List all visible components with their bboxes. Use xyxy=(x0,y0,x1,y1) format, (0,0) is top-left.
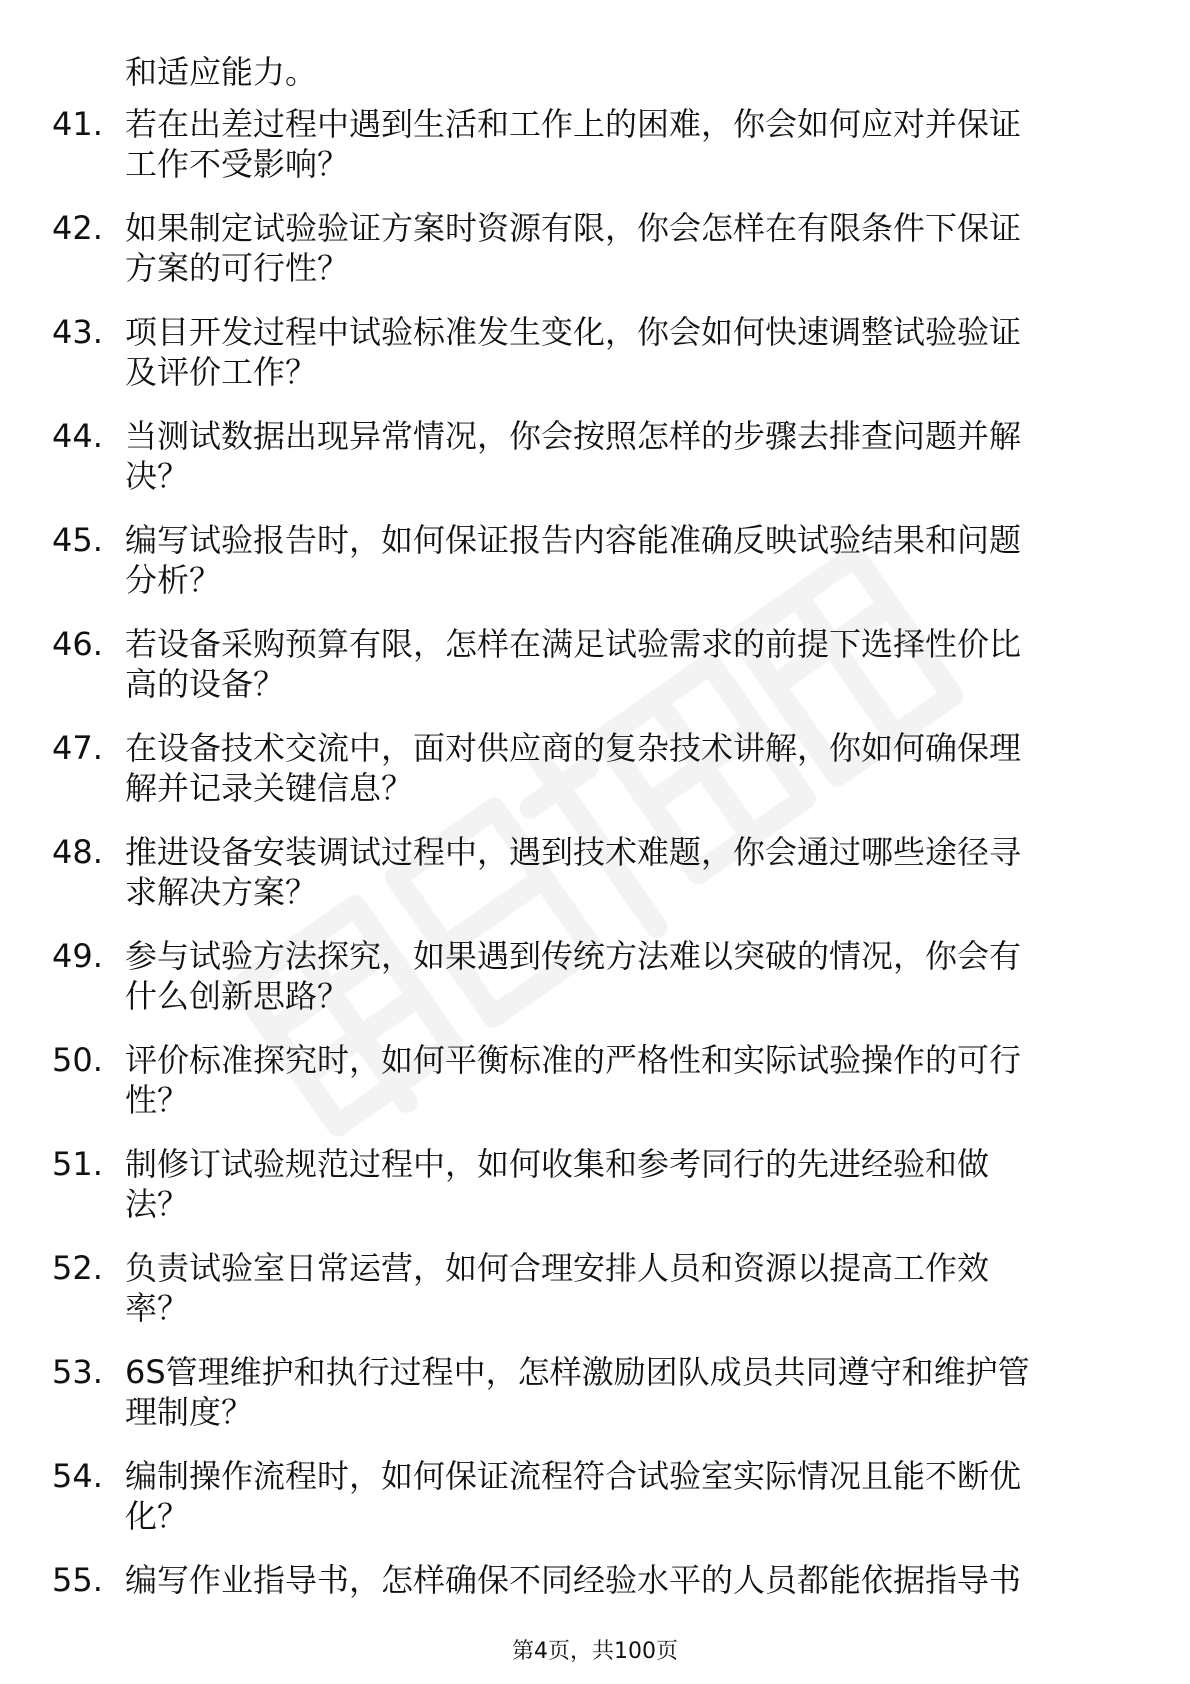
item-text-line: 高的设备？ xyxy=(125,665,286,703)
item-text-line: 评价标准探究时，如何平衡标准的严格性和实际试验操作的可行 xyxy=(125,1041,1022,1079)
list-item xyxy=(0,624,1190,728)
item-text xyxy=(125,416,1125,496)
item-text-line: 若在出差过程中遇到生活和工作上的困难，你会如何应对并保证 xyxy=(125,105,1022,143)
item-number: 42. xyxy=(52,209,103,247)
item-text-line: 如果制定试验验证方案时资源有限，你会怎样在有限条件下保证 xyxy=(125,209,1022,247)
item-number: 55. xyxy=(52,1561,103,1599)
page-footer: 第4页，共100页 xyxy=(512,1639,678,1664)
item-number: 52. xyxy=(52,1249,103,1287)
item-number: 51. xyxy=(52,1145,103,1183)
item-text xyxy=(125,1040,1125,1120)
item-text-line: 项目开发过程中试验标准发生变化，你会如何快速调整试验验证 xyxy=(125,313,1022,351)
list-item xyxy=(0,728,1190,832)
item-text-line: 分析？ xyxy=(125,561,222,599)
item-text-line: 当测试数据出现异常情况，你会按照怎样的步骤去排查问题并解 xyxy=(125,417,1022,455)
item-text-line: 什么创新思路？ xyxy=(125,977,350,1015)
list-item xyxy=(0,520,1190,624)
item-text-line: 率？ xyxy=(125,1289,190,1327)
list-item xyxy=(0,1144,1190,1248)
item-text-line: 及评价工作？ xyxy=(125,353,318,391)
item-text-line: 负责试验室日常运营，如何合理安排人员和资源以提高工作效 xyxy=(125,1249,990,1287)
list-item xyxy=(0,936,1190,1040)
list-item xyxy=(0,1040,1190,1144)
item-text-line: 制修订试验规范过程中，如何收集和参考同行的先进经验和做 xyxy=(125,1145,990,1183)
item-text-line: 理制度？ xyxy=(125,1393,254,1431)
item-text-line: 求解决方案？ xyxy=(125,873,318,911)
item-text-line: 化？ xyxy=(125,1497,190,1535)
item-text xyxy=(125,936,1125,1016)
item-text-line: 推进设备安装调试过程中，遇到技术难题，你会通过哪些途径寻 xyxy=(125,833,1022,871)
item-text xyxy=(125,208,1125,288)
item-text-line: 决？ xyxy=(125,457,190,495)
item-text xyxy=(125,520,1125,600)
list-item xyxy=(0,1456,1190,1560)
list-item xyxy=(0,312,1190,416)
question-list xyxy=(0,104,1190,1664)
item-number: 46. xyxy=(52,625,103,663)
item-text xyxy=(125,312,1125,392)
item-number: 45. xyxy=(52,521,103,559)
item-text xyxy=(125,624,1125,704)
item-number: 50. xyxy=(52,1041,103,1079)
item-number: 48. xyxy=(52,833,103,871)
item-text xyxy=(125,1352,1125,1432)
item-text xyxy=(125,728,1125,808)
item-text-line: 法？ xyxy=(125,1185,190,1223)
list-item xyxy=(0,416,1190,520)
item-text-line: 编写试验报告时，如何保证报告内容能准确反映试验结果和问题 xyxy=(125,521,1022,559)
item-text xyxy=(125,1560,1125,1600)
item-number: 44. xyxy=(52,417,103,455)
list-item xyxy=(0,104,1190,208)
list-item xyxy=(0,1352,1190,1456)
item-text-line: 在设备技术交流中，面对供应商的复杂技术讲解，你如何确保理 xyxy=(125,729,1022,767)
item-text-line: 工作不受影响？ xyxy=(125,145,350,183)
item-number: 41. xyxy=(52,105,103,143)
item-text-line: 解并记录关键信息？ xyxy=(125,769,414,807)
item-text-line: 6S管理维护和执行过程中，怎样激励团队成员共同遵守和维护管 xyxy=(125,1353,1030,1391)
item-text-line: 参与试验方法探究，如果遇到传统方法难以突破的情况，你会有 xyxy=(125,937,1022,975)
item-text-line: 编写作业指导书，怎样确保不同经验水平的人员都能依据指导书 xyxy=(125,1561,1022,1599)
item-text-line: 方案的可行性？ xyxy=(125,249,350,287)
item-text xyxy=(125,1248,1125,1328)
item-text-line: 性？ xyxy=(125,1081,190,1119)
item-text-line: 若设备采购预算有限，怎样在满足试验需求的前提下选择性价比 xyxy=(125,625,1022,663)
list-item xyxy=(0,1248,1190,1352)
item-text xyxy=(125,1456,1125,1536)
item-text-line: 编制操作流程时，如何保证流程符合试验室实际情况且能不断优 xyxy=(125,1457,1022,1495)
item-number: 49. xyxy=(52,937,103,975)
list-item xyxy=(0,832,1190,936)
item-number: 53. xyxy=(52,1353,103,1391)
item-text xyxy=(125,104,1125,184)
item-text xyxy=(125,832,1125,912)
continuation-line: 和适应能力。 xyxy=(125,53,318,91)
item-text xyxy=(125,1144,1125,1224)
list-item xyxy=(0,208,1190,312)
item-number: 43. xyxy=(52,313,103,351)
item-number: 47. xyxy=(52,729,103,767)
item-number: 54. xyxy=(52,1457,103,1495)
